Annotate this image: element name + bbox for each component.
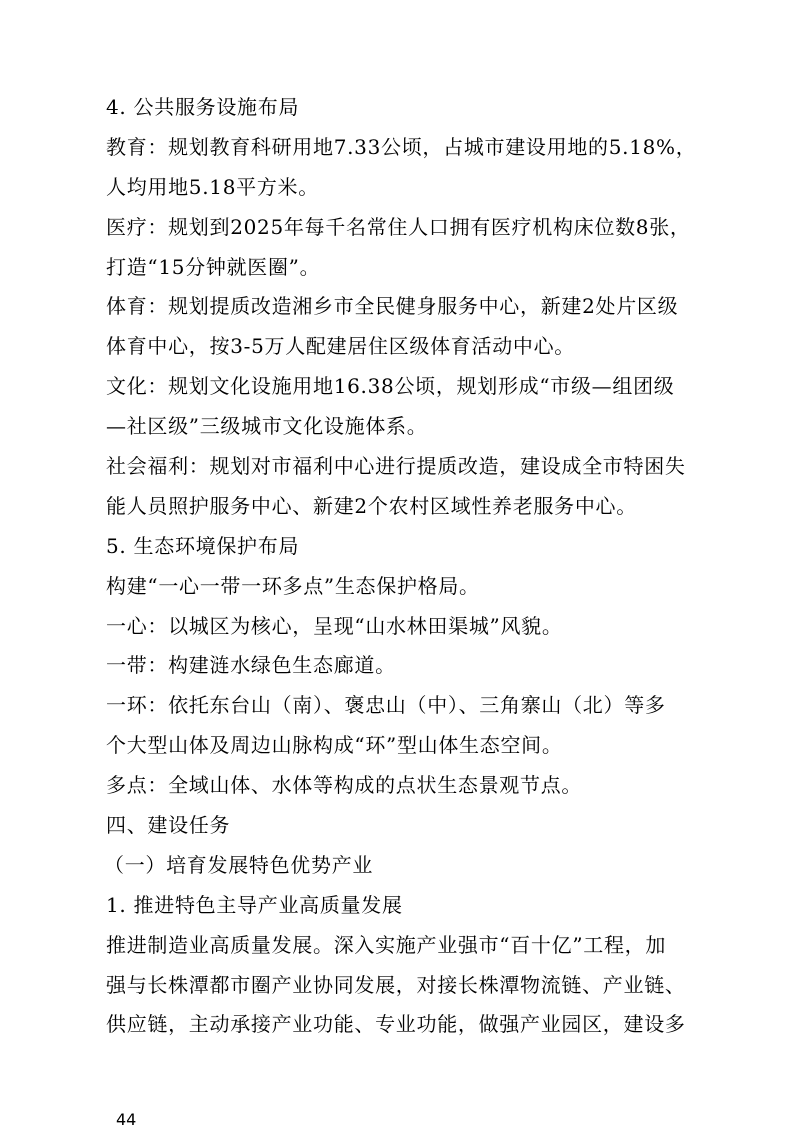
subsection-heading-industry: （一）培育发展特色优势产业 (104, 852, 374, 877)
document-body (106, 88, 706, 1045)
paragraph-line: 能人员照护服务中心、新建2个农村区域性养老服务中心。 (106, 493, 637, 518)
paragraph-line: 个大型山体及周边山脉构成“环”型山体生态空间。 (106, 733, 563, 758)
paragraph-line: 文化：规划文化设施用地16.38公顷，规划形成“市级—组团级 (106, 374, 675, 399)
paragraph-line: 一心：以城区为核心，呈现“山水林田渠城”风貌。 (106, 613, 563, 638)
paragraph-line: 人均用地5.18平方米。 (106, 174, 319, 199)
page-number: 44 (116, 1110, 137, 1129)
paragraph-line: 构建“一心一带一环多点”生态保护格局。 (106, 573, 480, 598)
paragraph-line: 推进制造业高质量发展。深入实施产业强市“百十亿”工程，加 (106, 932, 667, 957)
paragraph-line: 教育：规划教育科研用地7.33公顷，占城市建设用地的5.18%， (106, 134, 697, 159)
subsection-heading-leading-industry: 1. 推进特色主导产业高质量发展 (106, 892, 403, 917)
chapter-heading-construction-tasks: 四、建设任务 (106, 813, 231, 838)
paragraph-line: 一环：依托东台山（南）、褒忠山（中）、三角寨山（北）等多 (106, 693, 666, 718)
section-heading-public-facilities: 4. 公共服务设施布局 (106, 95, 300, 119)
paragraph-line: 社会福利：规划对市福利中心进行提质改造，建设成全市特困失 (106, 454, 686, 479)
paragraph-line: 体育中心，按3-5万人配建居住区级体育活动中心。 (106, 334, 576, 359)
section-heading-ecology: 5. 生态环境保护布局 (106, 533, 300, 558)
paragraph-line: 多点：全域山体、水体等构成的点状生态景观节点。 (106, 773, 583, 798)
paragraph-line: 体育：规划提质改造湘乡市全民健身服务中心，新建2处片区级 (106, 294, 679, 319)
paragraph-line: 打造“15分钟就医圈”。 (106, 254, 321, 279)
paragraph-line: —社区级”三级城市文化设施体系。 (106, 414, 428, 439)
paragraph-line: 医疗：规划到2025年每千名常住人口拥有医疗机构床位数8张， (106, 214, 691, 239)
paragraph-line: 强与长株潭都市圈产业协同发展，对接长株潭物流链、产业链、 (106, 972, 686, 997)
paragraph-line: 一带：构建涟水绿色生态廊道。 (106, 653, 396, 678)
paragraph-line: 供应链，主动承接产业功能、专业功能，做强产业园区，建设多 (106, 1012, 686, 1037)
